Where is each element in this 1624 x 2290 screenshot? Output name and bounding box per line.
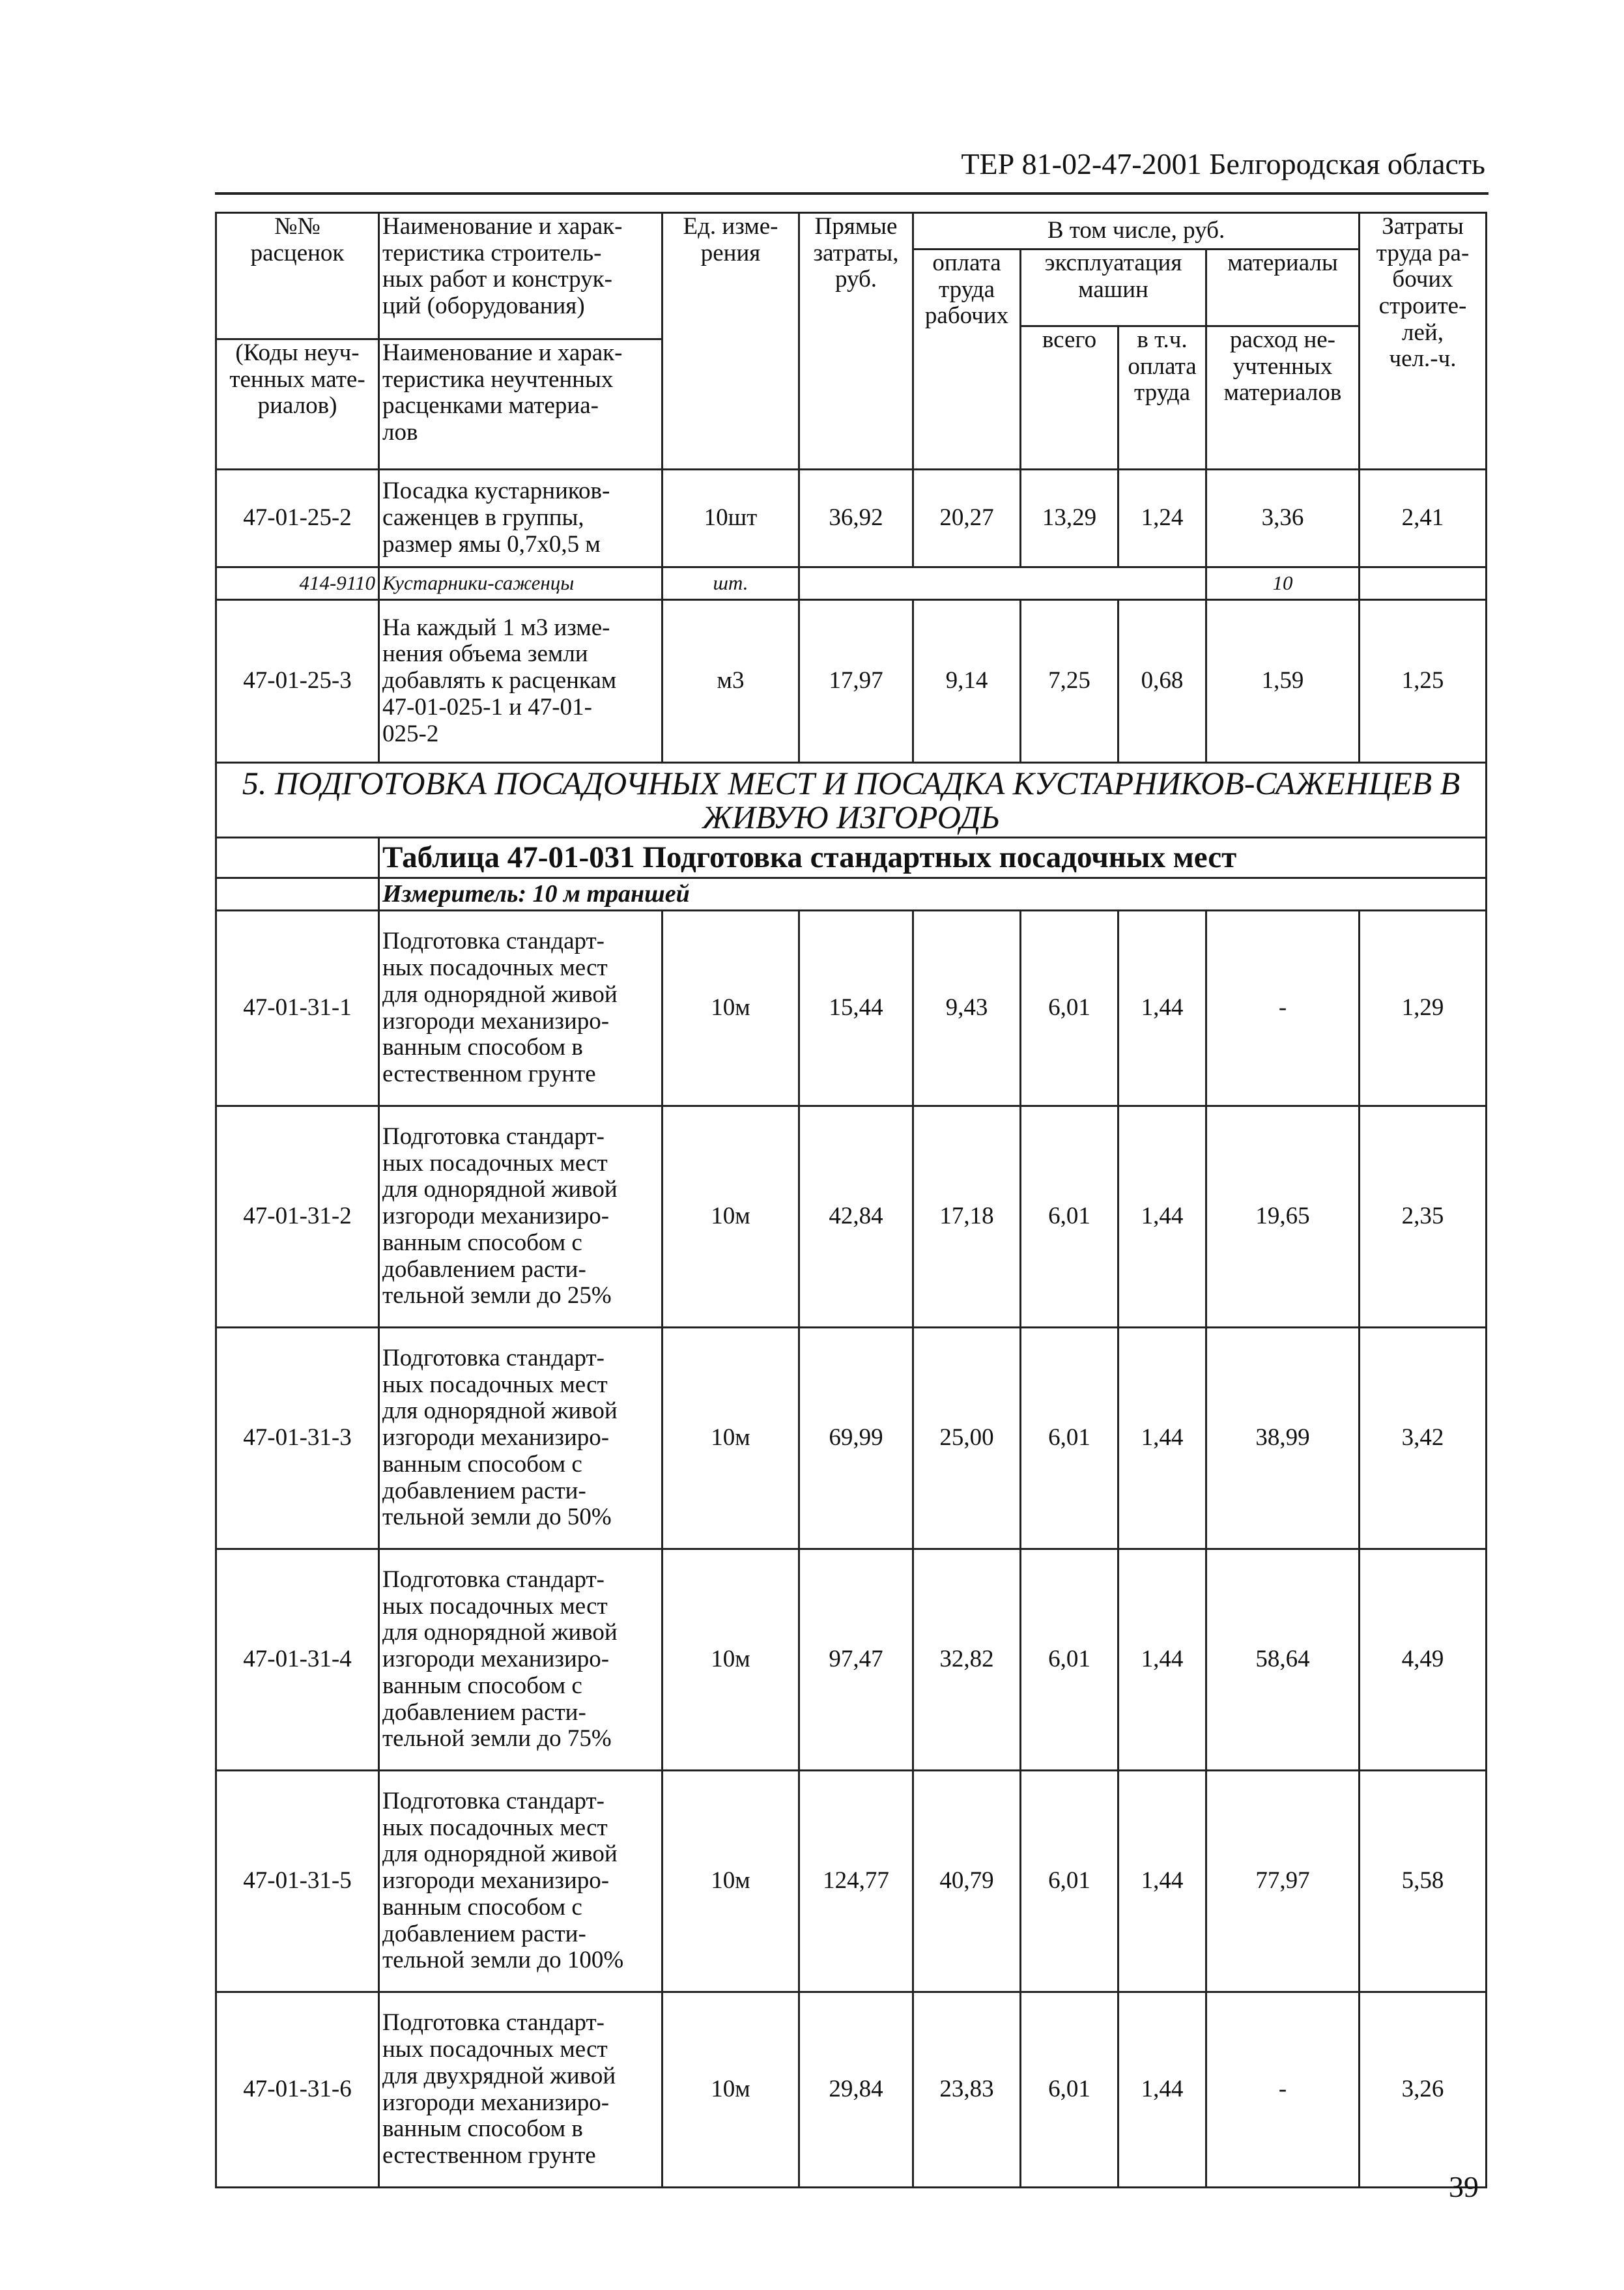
row-direct: 36,92 (799, 470, 913, 567)
row-unit: 10шт (662, 470, 799, 567)
row-labor: 1,29 (1360, 911, 1487, 1106)
row-unit: 10м (662, 1549, 799, 1771)
row-labor: 5,58 (1360, 1771, 1487, 1992)
row-name: Посадка кустарников- саженцев в группы, размер ямы 0,7x0,5 м (379, 470, 662, 567)
row-materials: 58,64 (1206, 1549, 1360, 1771)
page-number: 39 (1449, 2170, 1479, 2203)
material-code: 414-9110 (216, 567, 379, 600)
col-header-direct-costs: Прямые затраты, руб. (799, 213, 913, 470)
row-machines-wage: 1,24 (1118, 470, 1206, 567)
row-direct: 42,84 (799, 1106, 913, 1328)
row-name: Подготовка стандарт- ных посадочных мест для однорядной живой изгороди механизиро- ванным способом с добавлением расти- тельной земли до 100% (379, 1771, 662, 1992)
col-header-name-alt: Наименование и харак- теристика неучтенных расценками материа- лов (379, 339, 662, 470)
row-labor: 4,49 (1360, 1549, 1487, 1771)
row-code: 47-01-31-2 (216, 1106, 379, 1328)
row-labor: 3,26 (1360, 1992, 1487, 2188)
row-code: 47-01-31-5 (216, 1771, 379, 1992)
table-row (216, 1106, 1487, 1328)
col-header-machines-wage: в т.ч. оплата труда (1118, 326, 1206, 470)
row-wage: 40,79 (913, 1771, 1021, 1992)
row-materials: 19,65 (1206, 1106, 1360, 1328)
row-machines-total: 6,01 (1021, 1549, 1118, 1771)
material-unit: шт. (662, 567, 799, 600)
section-title: 5. ПОДГОТОВКА ПОСАДОЧНЫХ МЕСТ И ПОСАДКА КУСТАРНИКОВ-САЖЕНЦЕВ В ЖИВУЮ ИЗГОРОДЬ (216, 763, 1487, 838)
row-machines-wage: 1,44 (1118, 1106, 1206, 1328)
row-materials: 38,99 (1206, 1328, 1360, 1549)
row-labor: 2,41 (1360, 470, 1487, 567)
table-meter: Измеритель: 10 м траншей (379, 878, 1487, 911)
col-header-materials: материалы (1206, 250, 1360, 326)
table-row (216, 1992, 1487, 2188)
row-machines-wage: 1,44 (1118, 1328, 1206, 1549)
row-machines-total: 7,25 (1021, 600, 1118, 763)
row-name: Подготовка стандарт- ных посадочных мест для однорядной живой изгороди механизиро- ванным способом в естественном грунте (379, 911, 662, 1106)
table-row (216, 470, 1487, 567)
row-name: Подготовка стандарт- ных посадочных мест для однорядной живой изгороди механизиро- ванным способом с добавлением расти- тельной земли до 25% (379, 1106, 662, 1328)
row-labor: 1,25 (1360, 600, 1487, 763)
col-header-wage: оплата труда рабочих (913, 250, 1021, 470)
material-row (216, 567, 1487, 600)
row-name: Подготовка стандарт- ных посадочных мест для однорядной живой изгороди механизиро- ванным способом с добавлением расти- тельной земли до 75% (379, 1549, 662, 1771)
table-row (216, 1328, 1487, 1549)
col-header-machines: эксплуатация машин (1021, 250, 1206, 326)
row-wage: 25,00 (913, 1328, 1021, 1549)
row-unit: 10м (662, 1106, 799, 1328)
row-unit: 10м (662, 1328, 799, 1549)
col-header-including: В том числе, руб. (913, 213, 1360, 250)
row-name: На каждый 1 м3 изме- нения объема земли добавлять к расценкам 47-01-025-1 и 47-01- 025-2 (379, 600, 662, 763)
row-unit: м3 (662, 600, 799, 763)
meter-spacer (216, 878, 379, 911)
row-machines-wage: 0,68 (1118, 600, 1206, 763)
row-wage: 32,82 (913, 1549, 1021, 1771)
table-title-spacer (216, 838, 379, 878)
row-machines-wage: 1,44 (1118, 1549, 1206, 1771)
table-row (216, 1549, 1487, 1771)
row-machines-total: 6,01 (1021, 911, 1118, 1106)
row-labor: 2,35 (1360, 1106, 1487, 1328)
col-header-name: Наименование и харак- теристика строитель- ных работ и конструк- ций (оборудования) (379, 213, 662, 339)
row-wage: 17,18 (913, 1106, 1021, 1328)
row-name: Подготовка стандарт- ных посадочных мест для однорядной живой изгороди механизиро- ванным способом с добавлением расти- тельной земли до 50% (379, 1328, 662, 1549)
row-wage: 20,27 (913, 470, 1021, 567)
row-code: 47-01-25-3 (216, 600, 379, 763)
col-header-unit: Ед. изме- рения (662, 213, 799, 470)
row-materials: 1,59 (1206, 600, 1360, 763)
row-name: Подготовка стандарт- ных посадочных мест для двухрядной живой изгороди механизиро- ванным способом в естественном грунте (379, 1992, 662, 2188)
row-direct: 69,99 (799, 1328, 913, 1549)
col-header-machines-total: всего (1021, 326, 1118, 470)
row-wage: 9,14 (913, 600, 1021, 763)
material-name: Кустарники-саженцы (379, 567, 662, 600)
row-machines-total: 6,01 (1021, 1106, 1118, 1328)
row-code: 47-01-25-2 (216, 470, 379, 567)
price-table (215, 212, 1487, 2188)
row-wage: 23,83 (913, 1992, 1021, 2188)
table-row (216, 1771, 1487, 1992)
row-machines-wage: 1,44 (1118, 1992, 1206, 2188)
row-materials: - (1206, 911, 1360, 1106)
table-row (216, 911, 1487, 1106)
row-labor: 3,42 (1360, 1328, 1487, 1549)
row-direct: 17,97 (799, 600, 913, 763)
row-direct: 97,47 (799, 1549, 913, 1771)
row-wage: 9,43 (913, 911, 1021, 1106)
row-code: 47-01-31-4 (216, 1549, 379, 1771)
row-machines-total: 6,01 (1021, 1771, 1118, 1992)
row-code: 47-01-31-3 (216, 1328, 379, 1549)
row-machines-total: 6,01 (1021, 1992, 1118, 2188)
table-title: Таблица 47-01-031 Подготовка стандартных посадочных мест (379, 838, 1487, 878)
row-unit: 10м (662, 1771, 799, 1992)
row-direct: 124,77 (799, 1771, 913, 1992)
table-row (216, 600, 1487, 763)
material-qty: 10 (1206, 567, 1360, 600)
row-materials: 77,97 (1206, 1771, 1360, 1992)
row-materials: 3,36 (1206, 470, 1360, 567)
header-rule (215, 192, 1489, 195)
row-unit: 10м (662, 911, 799, 1106)
row-machines-total: 6,01 (1021, 1328, 1118, 1549)
row-machines-wage: 1,44 (1118, 1771, 1206, 1992)
col-header-code: №№ расценок (216, 213, 379, 339)
page-header-title: ТЕР 81-02-47-2001 Белгородская область (961, 147, 1485, 180)
material-empty (799, 567, 1206, 600)
row-direct: 15,44 (799, 911, 913, 1106)
row-code: 47-01-31-1 (216, 911, 379, 1106)
col-header-labor: Затраты труда ра- бочих строите- лей, чел.-ч. (1360, 213, 1487, 470)
row-machines-wage: 1,44 (1118, 911, 1206, 1106)
material-labor-empty (1360, 567, 1487, 600)
row-code: 47-01-31-6 (216, 1992, 379, 2188)
row-machines-total: 13,29 (1021, 470, 1118, 567)
row-unit: 10м (662, 1992, 799, 2188)
col-header-code-alt: (Коды неуч- тенных мате- риалов) (216, 339, 379, 470)
row-direct: 29,84 (799, 1992, 913, 2188)
row-materials: - (1206, 1992, 1360, 2188)
col-header-materials-alt: расход не- учтенных материалов (1206, 326, 1360, 470)
